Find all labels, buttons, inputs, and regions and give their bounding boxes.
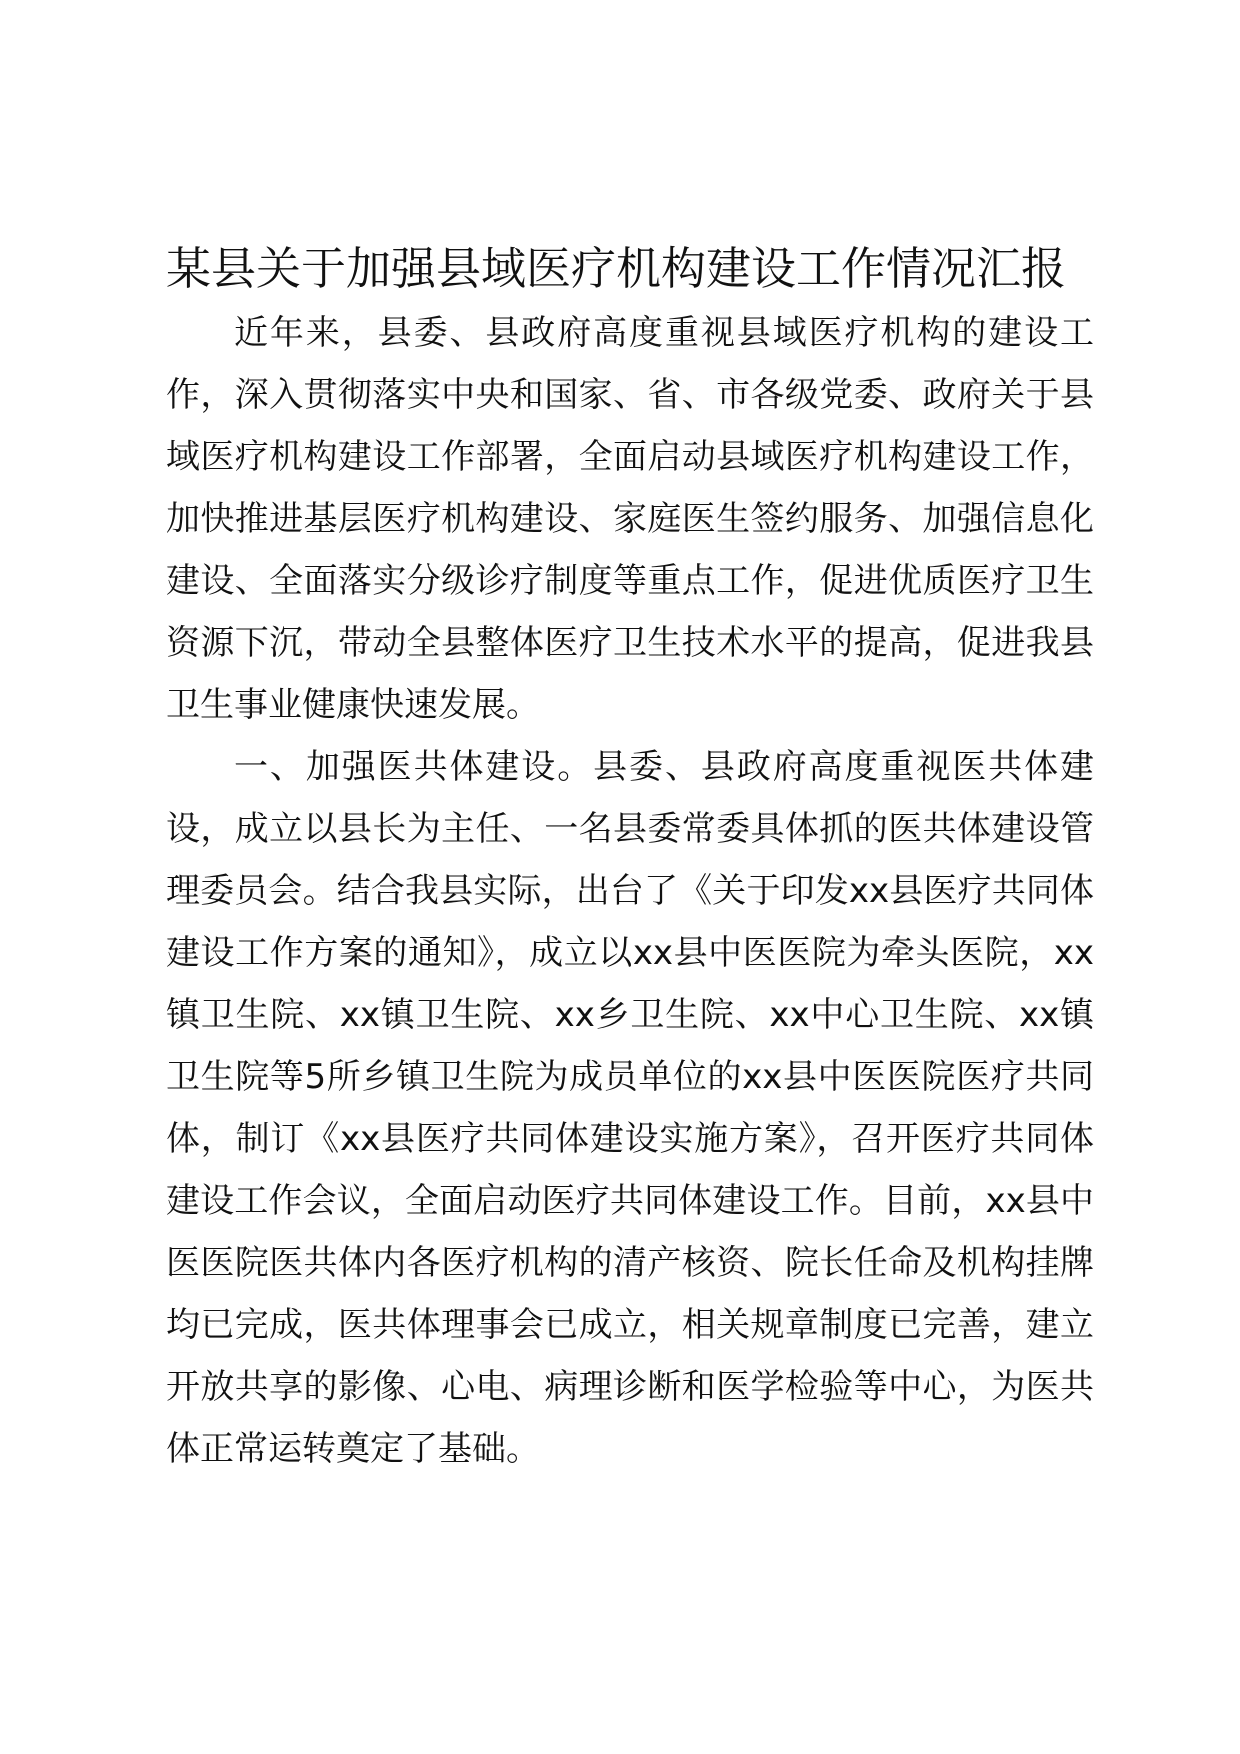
paragraph-section-one: 一、加强医共体建设。县委、县政府高度重视医共体建设，成立以县长为主任、一名县委常委具体抓的医共体建设管理委员会。结合我县实际，出台了《关于印发xx县医疗共同体建设工作方案的通知》，成立以xx县中医医院为牵头医院，xx镇卫生院、xx镇卫生院、xx乡卫生院、xx中心卫生院、xx镇卫生院等5所乡镇卫生院为成员单位的xx县中医医院医疗共同体，制订《xx县医疗共同体建设实施方案》，召开医疗共同体建设工作会议，全面启动医疗共同体建设工作。目前，xx县中医医院医共体内各医疗机构的清产核资、院长任命及机构挂牌均已完成，医共体理事会已成立，相关规章制度已完善，建立开放共享的影像、心电、病理诊断和医学检验等中心，为医共体正常运转奠定了基础。 — [166, 747, 1094, 1469]
document-title: 某县关于加强县域医疗机构建设工作情况汇报 — [166, 242, 1067, 295]
paragraph-intro: 近年来，县委、县政府高度重视县域医疗机构的建设工作，深入贯彻落实中央和国家、省、市各级党委、政府关于县域医疗机构建设工作部署，全面启动县域医疗机构建设工作，加快推进基层医疗机构建设、家庭医生签约服务、加强信息化建设、全面落实分级诊疗制度等重点工作，促进优质医疗卫生资源下沉，带动全县整体医疗卫生技术水平的提高，促进我县卫生事业健康快速发展。 — [166, 313, 1094, 725]
document-body — [166, 240, 1094, 1480]
